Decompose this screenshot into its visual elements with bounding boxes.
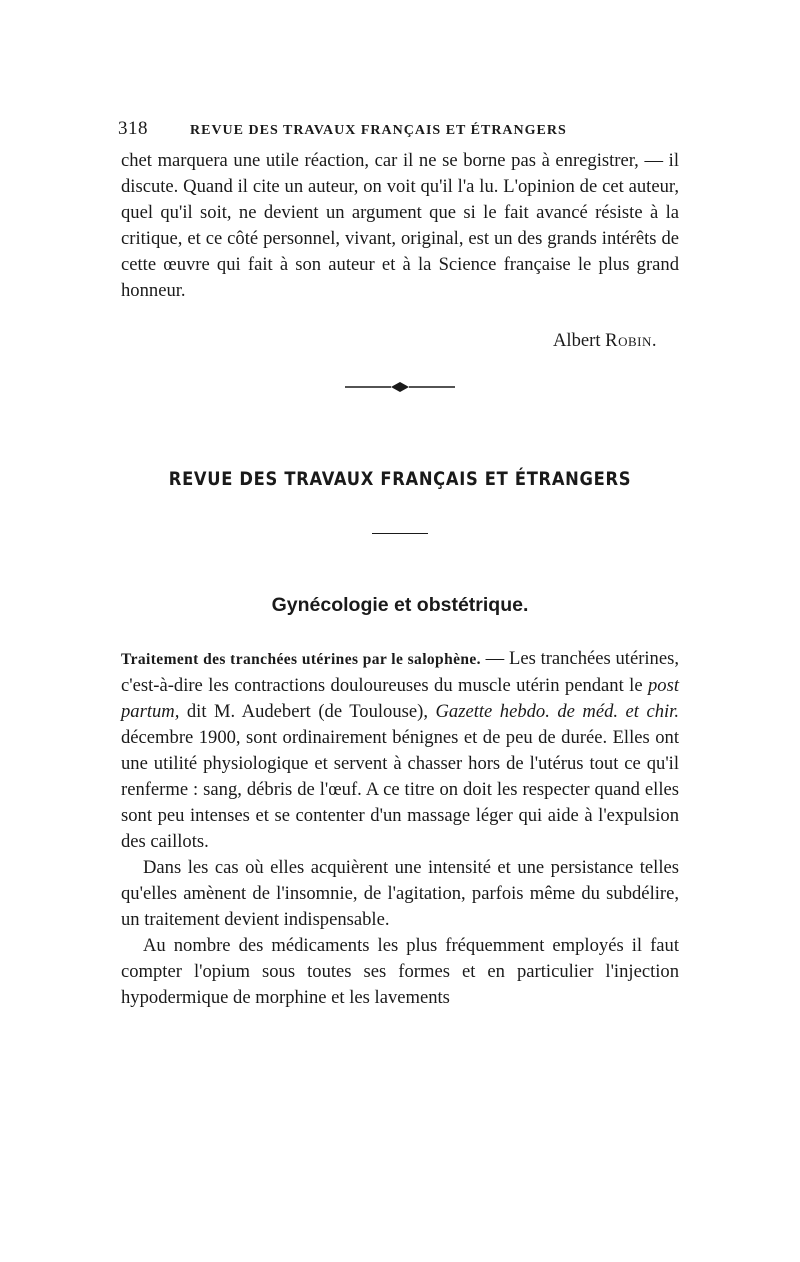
article-body [121, 646, 679, 1011]
article-heading: Traitement des tranchées utérines par le salophène. [121, 651, 481, 668]
article-p1-part-b: dit M. Audebert (de Toulouse), [179, 701, 436, 722]
section-divider-ornament [345, 380, 455, 394]
running-head [118, 118, 678, 140]
continuation-paragraph [121, 148, 679, 304]
signature-first-name: Albert [553, 330, 601, 351]
article-paragraph-3: Au nombre des médicaments les plus fréquemment employés il faut compter l'opium sous toutes ses formes et en particulier l'injection hypodermique de morphine et les lavements [121, 935, 679, 1008]
article-p1-part-a: — Les tranchées utérines, c'est-à-dire les contractions douloureuses du muscle utérin pendant le [121, 648, 679, 696]
article-p1-italic-2: Gazette hebdo. de méd. et chir. [435, 701, 679, 722]
section-rule [372, 533, 428, 534]
article-paragraph-1 [121, 646, 679, 855]
running-title: REVUE DES TRAVAUX FRANÇAIS ET ÉTRANGERS [190, 123, 567, 138]
author-signature [121, 330, 657, 352]
continuation-text: chet marquera une utile réaction, car il ne se borne pas à enregistrer, — il discute. Quand il cite un auteur, on voit qu'il l'a lu. L'opinion de cet auteur, quel qu'il soit, ne devient un argument que si le fait avancé résiste à la critique, et ce côté personnel, vivant, original, est un des grands intérêts de cette œuvre qui fait à son auteur et à la Science française le plus grand honneur. [121, 150, 679, 301]
page-number: 318 [118, 118, 148, 139]
article-p1-part-c: décembre 1900, sont ordinairement bénignes et de peu de durée. Elles ont une utilité physiologique et servent à chasser hors de l'utérus tout ce qu'il renferme : sang, débris de l'œuf. A ce titre on doit les respecter quand elles sont peu intenses et se contenter d'un massage léger qui aide à l'expulsion des caillots. [121, 727, 679, 852]
section-title: REVUE DES TRAVAUX FRANÇAIS ET ÉTRANGERS [168, 468, 632, 490]
subsection-title: Gynécologie et obstétrique. [271, 594, 529, 616]
signature-last-name: Robin. [605, 330, 657, 351]
article-paragraph-2: Dans les cas où elles acquièrent une intensité et une persistance telles qu'elles amènent de l'insomnie, de l'agitation, parfois même du subdélire, un traitement devient indispensable. [121, 857, 679, 930]
article-p1-italic-1: post partum, [121, 675, 679, 722]
